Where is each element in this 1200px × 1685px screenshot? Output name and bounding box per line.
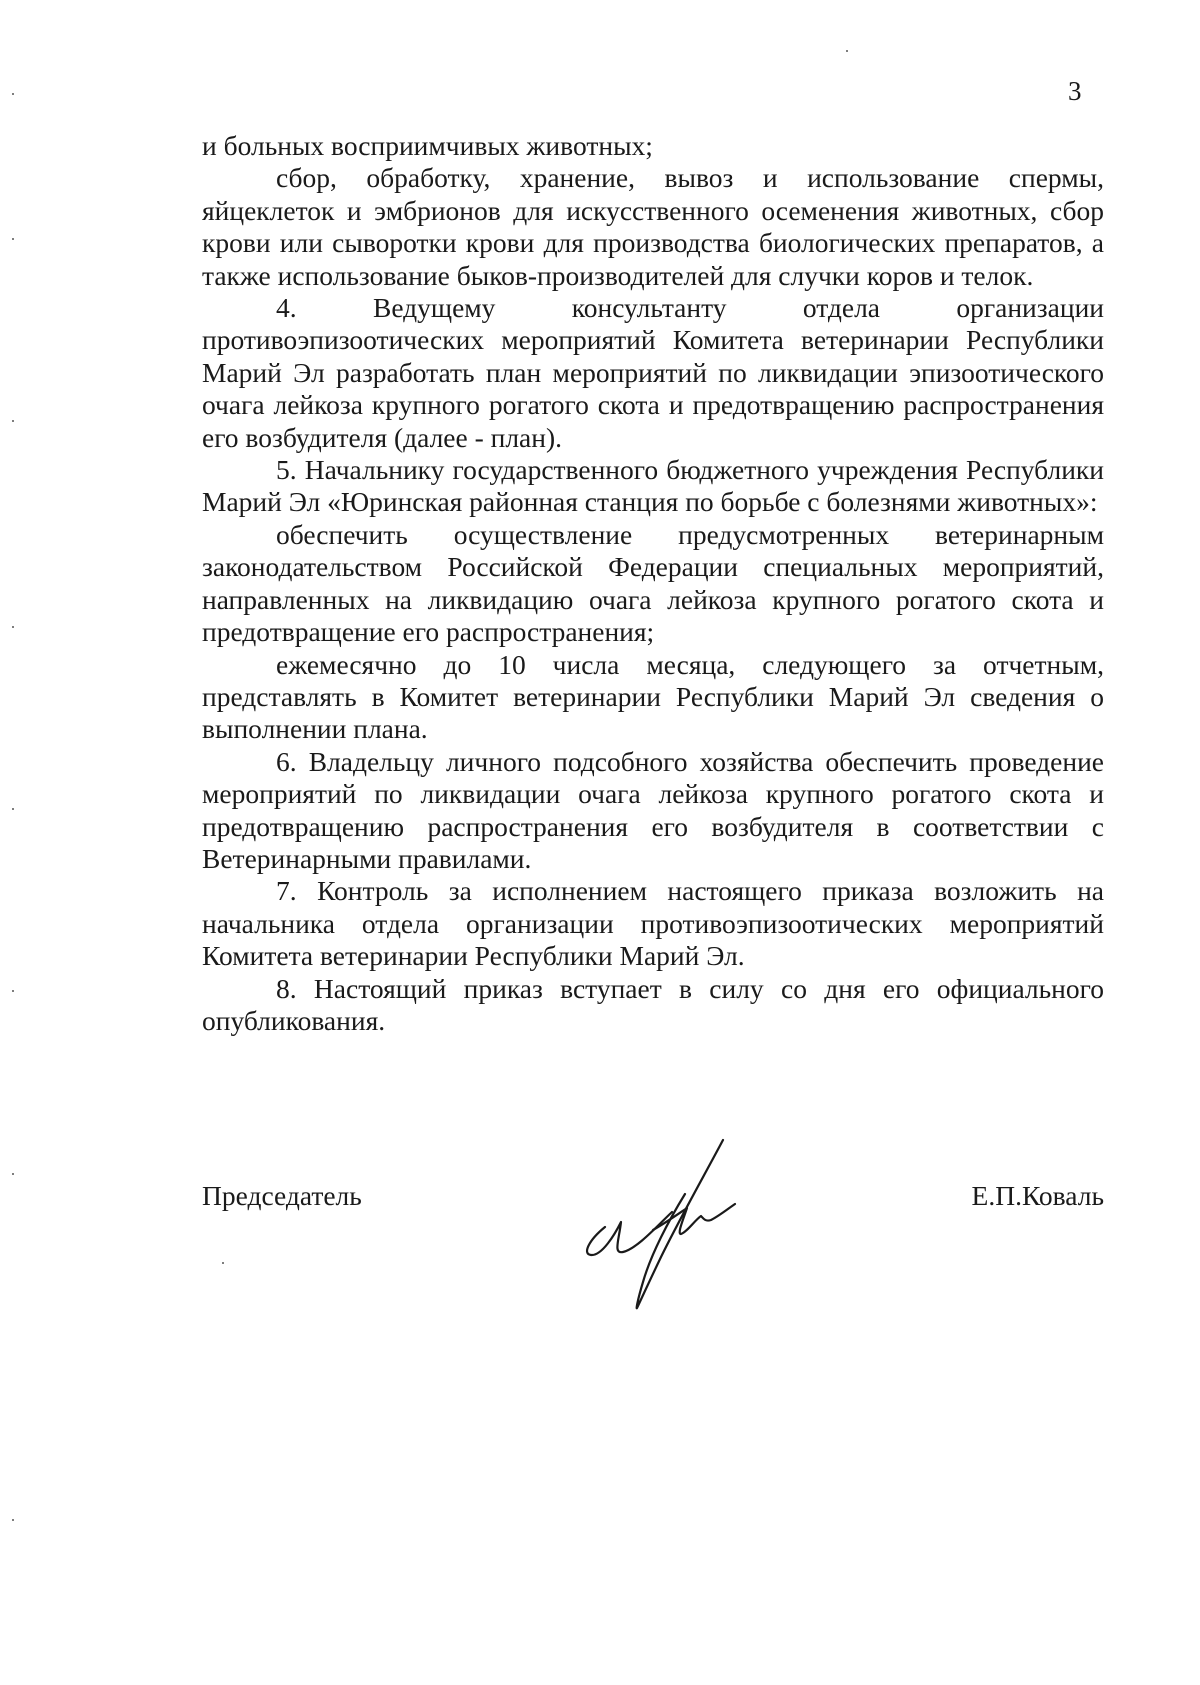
scan-artifact [12,420,14,422]
scan-artifact [846,50,848,52]
scan-artifact [12,990,14,992]
document-body [202,130,1104,1037]
paragraph: 5. Начальнику государственного бюджетного учреждения Республики Марий Эл «Юринская районная станция по борьбе с болезнями животных»: [202,454,1104,518]
scan-artifact [12,93,14,95]
paragraph: сбор, обработку, хранение, вывоз и использование спермы, яйцеклеток и эмбрионов для искусственного осеменения животных, сбор крови или сыворотки крови для производства биологических препаратов, а также использование быков-производителей для случки коров и телок. [202,162,1104,291]
signature-block [202,1160,1104,1310]
scan-artifact [12,808,14,810]
paragraph: обеспечить осуществление предусмотренных ветеринарным законодательством Российской Федерации специальных мероприятий, направленных на ликвидацию очага лейкоза крупного рогатого скота и предотвращение его распространения; [202,518,1104,648]
signatory-name: Е.П.Коваль [971,1180,1104,1211]
paragraph: 4. Ведущему консультанту отдела организации противоэпизоотических мероприятий Комитета ветеринарии Республики Марий Эл разработать план мероприятий по ликвидации эпизоотического очага лейкоза крупного рогатого скота и предотвращению распространения его возбудителя (далее - план). [202,292,1104,453]
signatory-role: Председатель [202,1180,362,1211]
scan-artifact [12,238,14,240]
scan-artifact [222,1262,224,1264]
scan-artifact [12,626,14,628]
paragraph: ежемесячно до 10 числа месяца, следующего за отчетным, представлять в Комитет ветеринарии Республики Марий Эл сведения о выполнении плана. [202,648,1104,745]
scan-artifact [12,1173,14,1175]
paragraph: 8. Настоящий приказ вступает в силу со дня его официального опубликования. [202,972,1104,1036]
handwritten-signature [577,1112,747,1322]
scan-artifact [12,1519,14,1521]
paragraph: 6. Владельцу личного подсобного хозяйства обеспечить проведение мероприятий по ликвидации очага лейкоза крупного рогатого скота и предотвращению распространения его возбудителя в соответствии с Ветеринарными правилами. [202,745,1104,874]
paragraph: 7. Контроль за исполнением настоящего приказа возложить на начальника отдела организации противоэпизоотических мероприятий Комитета ветеринарии Республики Марий Эл. [202,875,1104,972]
page-number: 3 [1068,76,1082,106]
paragraph: и больных восприимчивых животных; [202,130,653,161]
